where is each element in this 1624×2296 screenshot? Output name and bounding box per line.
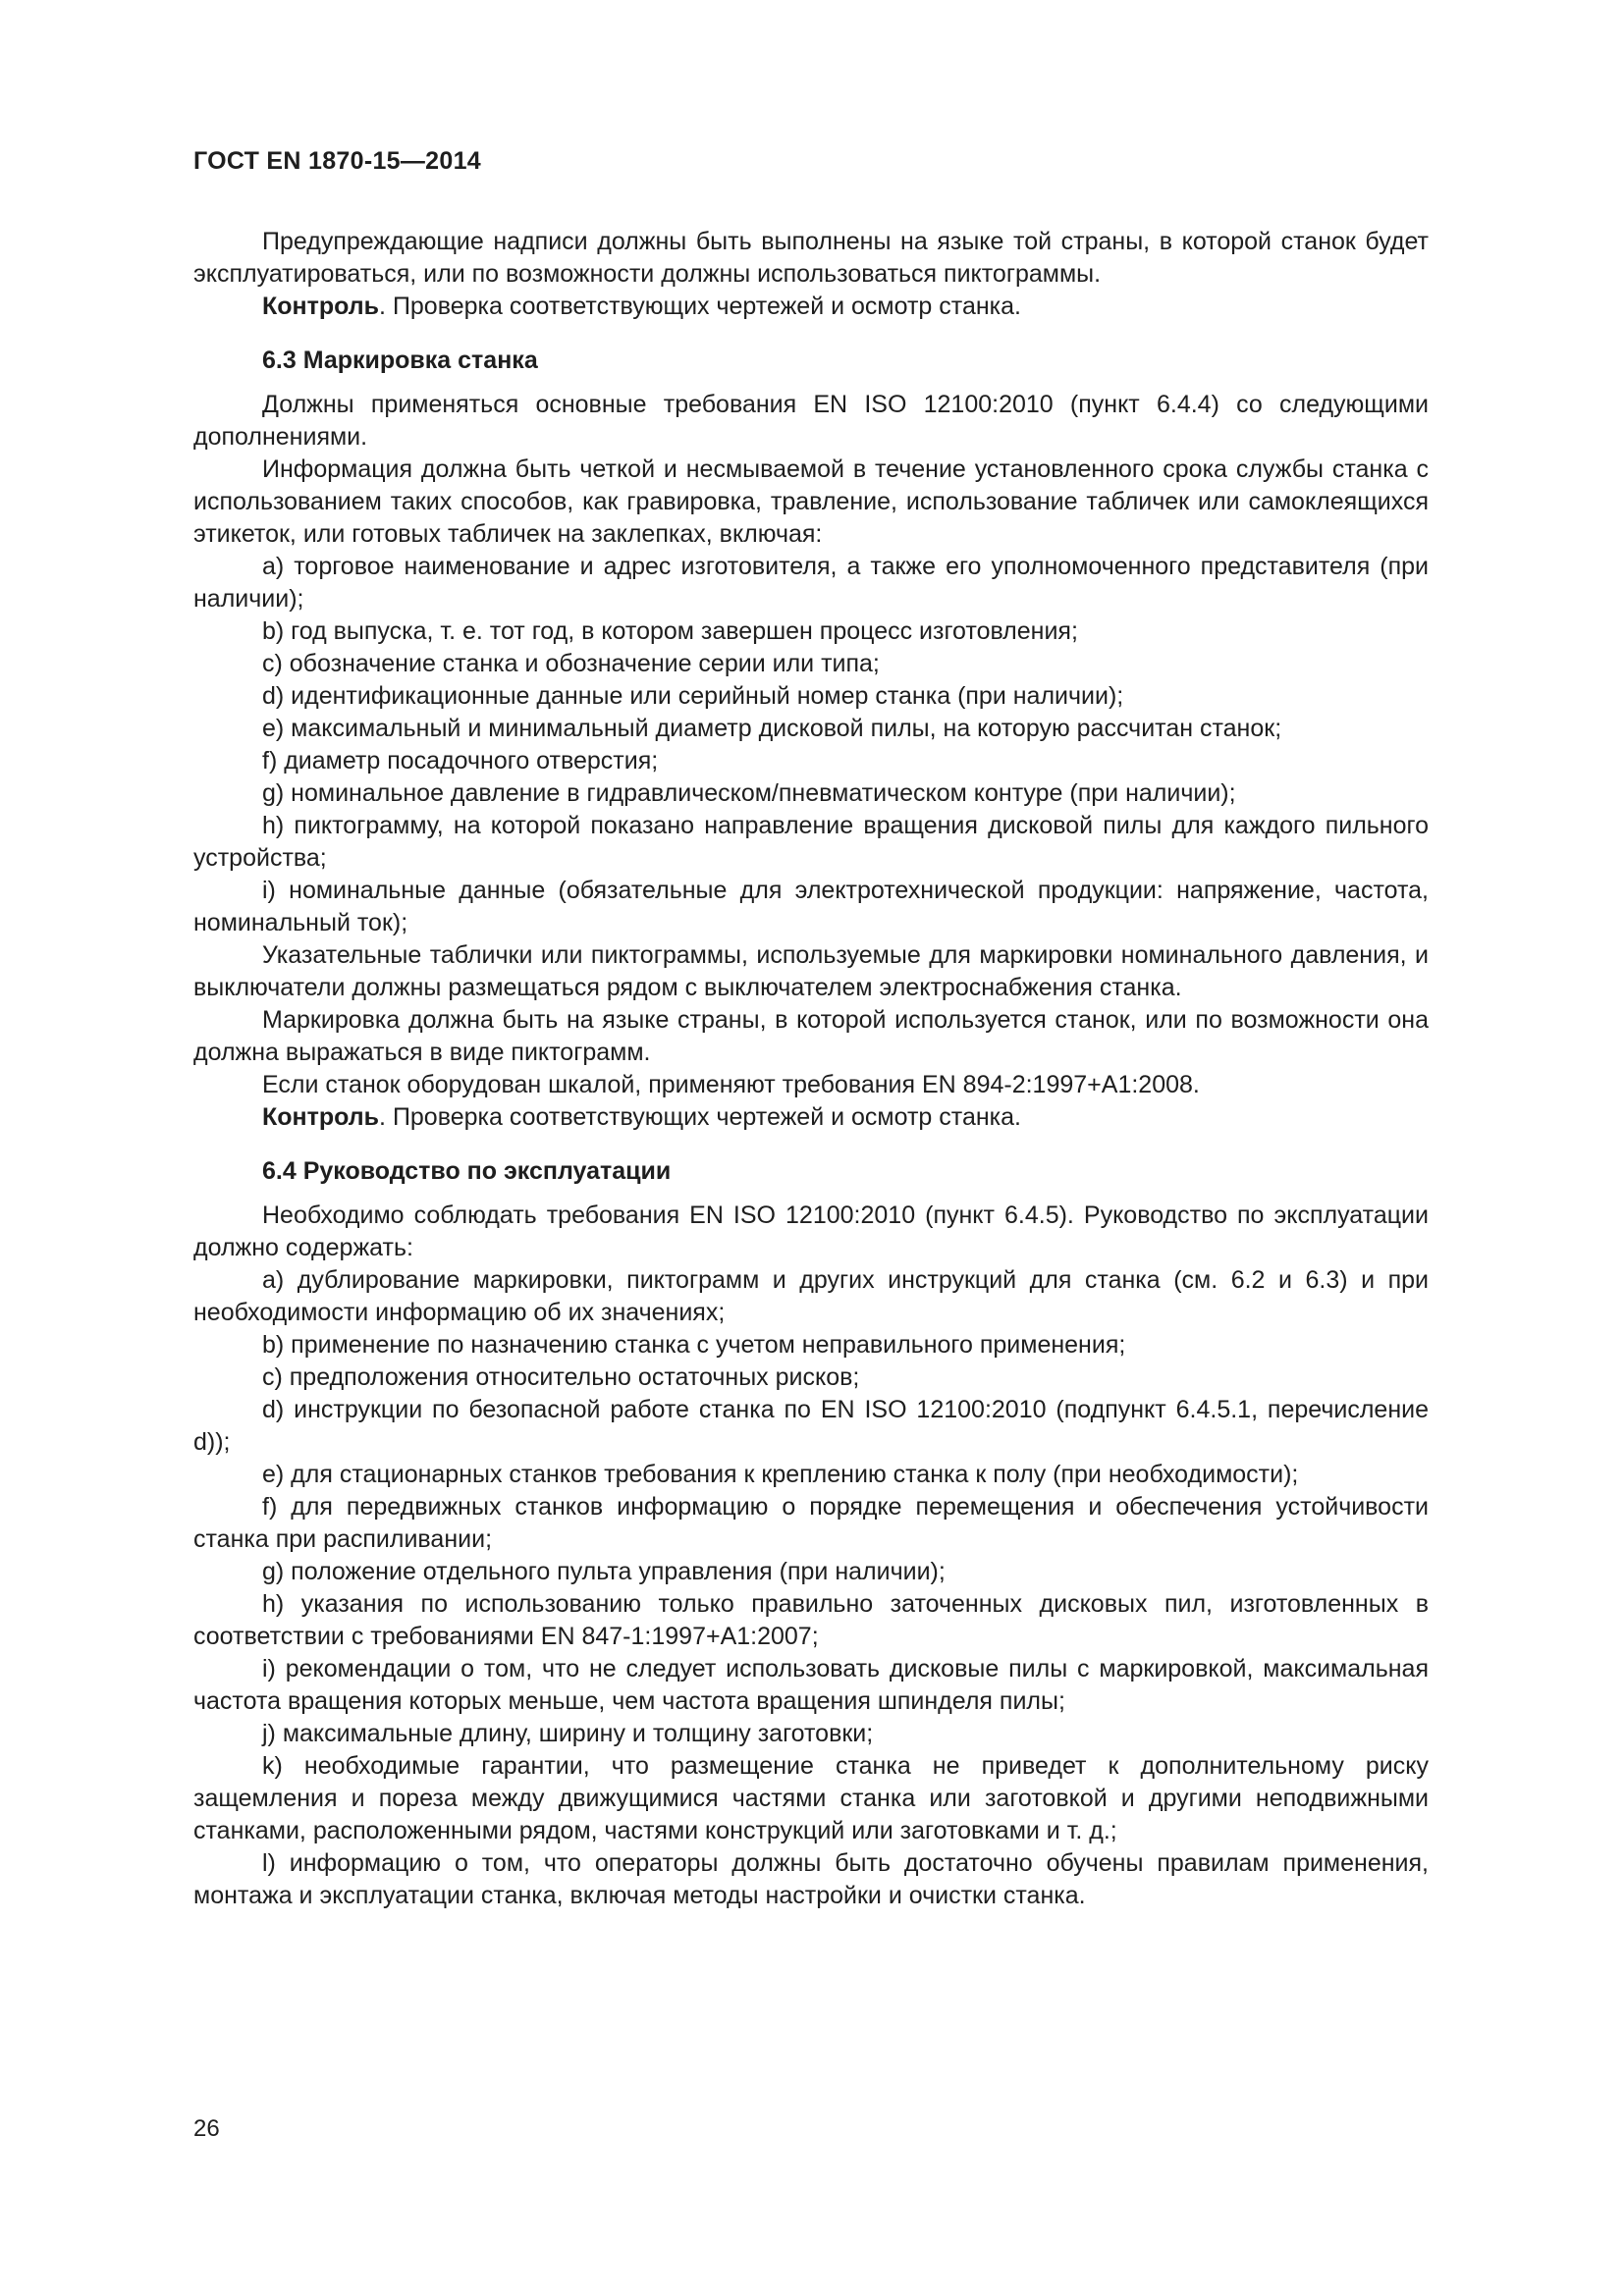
control-line xyxy=(193,1101,1429,1134)
control-text: . Проверка соответствующих чертежей и осмотр станка. xyxy=(379,293,1021,320)
section-title-6-4: 6.4 Руководство по эксплуатации xyxy=(262,1157,672,1185)
list-item: g) номинальное давление в гидравлическом/пневматическом контуре (при наличии); xyxy=(262,779,1236,807)
paragraph: Указательные таблички или пиктограммы, используемые для маркировки номинального давления, и выключатели должны размещаться рядом с выключателем электроснабжения станка. xyxy=(193,941,1429,1001)
list-item: а) дублирование маркировки, пиктограмм и других инструкций для станка (см. 6.2 и 6.3) и при необходимости информацию об их значениях; xyxy=(193,1266,1429,1326)
paragraph: Информация должна быть четкой и несмываемой в течение установленного срока службы станка с использованием таких способов, как гравировка, травление, использование табличек или самоклеящихся этикеток, или готовых табличек на заклепках, включая: xyxy=(193,455,1429,548)
list-item: k) необходимые гарантии, что размещение станка не приведет к дополнительному риску защемления и пореза между движущимися частями станка или заготовкой и другими неподвижными станками, расположенными рядом, частями конструкций или заготовками и т. д.; xyxy=(193,1752,1429,1844)
paragraph: Должны применяться основные требования EN ISO 12100:2010 (пункт 6.4.4) со следующими дополнениями. xyxy=(193,391,1429,451)
list-item: g) положение отдельного пульта управления (при наличии); xyxy=(262,1558,946,1585)
list-item: а) торговое наименование и адрес изготовителя, а также его уполномоченного представителя (при наличии); xyxy=(193,553,1429,613)
list-item: h) пиктограмму, на которой показано направление вращения дисковой пилы для каждого пильного устройства; xyxy=(193,812,1429,872)
list-item: j) максимальные длину, ширину и толщину заготовки; xyxy=(262,1720,874,1747)
paragraph: Если станок оборудован шкалой, применяют требования EN 894-2:1997+A1:2008. xyxy=(262,1071,1200,1098)
list-item: l) информацию о том, что операторы должны быть достаточно обучены правилам применения, монтажа и эксплуатации станка, включая методы настройки и очистки станка. xyxy=(193,1849,1429,1909)
list-item: е) для стационарных станков требования к креплению станка к полу (при необходимости); xyxy=(262,1461,1299,1488)
list-item: f) для передвижных станков информацию о порядке перемещения и обеспечения устойчивости станка при распиливании; xyxy=(193,1493,1429,1553)
control-label: Контроль xyxy=(262,293,380,320)
paragraph: Маркировка должна быть на языке страны, в которой используется станок, или по возможности она должна выражаться в виде пиктограмм. xyxy=(193,1006,1429,1066)
list-item: i) номинальные данные (обязательные для электротехнической продукции: напряжение, частота, номинальный ток); xyxy=(193,877,1429,936)
control-text: . Проверка соответствующих чертежей и осмотр станка. xyxy=(379,1103,1021,1131)
list-item: d) инструкции по безопасной работе станка по EN ISO 12100:2010 (подпункт 6.4.5.1, перечисление d)); xyxy=(193,1396,1429,1456)
list-item: с) обозначение станка и обозначение серии или типа; xyxy=(262,650,880,677)
list-item: b) применение по назначению станка с учетом неправильного применения; xyxy=(262,1331,1126,1359)
paragraph: Необходимо соблюдать требования EN ISO 12100:2010 (пункт 6.4.5). Руководство по эксплуатации должно содержать: xyxy=(193,1201,1429,1261)
list-item: е) максимальный и минимальный диаметр дисковой пилы, на которую рассчитан станок; xyxy=(262,715,1282,742)
document-code: ГОСТ EN 1870-15—2014 xyxy=(193,147,481,175)
list-item: b) год выпуска, т. е. тот год, в котором завершен процесс изготовления; xyxy=(262,617,1078,645)
list-item: h) указания по использованию только правильно заточенных дисковых пил, изготовленных в соответствии с требованиями EN 847-1:1997+A1:2007; xyxy=(193,1590,1429,1650)
list-item: i) рекомендации о том, что не следует использовать дисковые пилы с маркировкой, максимальная частота вращения которых меньше, чем частота вращения шпинделя пилы; xyxy=(193,1655,1429,1715)
document-body xyxy=(193,226,1429,1912)
page-number: 26 xyxy=(193,2115,220,2142)
paragraph: Предупреждающие надписи должны быть выполнены на языке той страны, в которой станок будет эксплуатироваться, или по возможности должны использоваться пиктограммы. xyxy=(193,228,1429,288)
control-line xyxy=(193,291,1429,323)
section-title-6-3: 6.3 Маркировка станка xyxy=(262,347,538,374)
list-item: f) диаметр посадочного отверстия; xyxy=(262,747,659,774)
list-item: с) предположения относительно остаточных рисков; xyxy=(262,1363,860,1391)
list-item: d) идентификационные данные или серийный номер станка (при наличии); xyxy=(262,682,1124,710)
control-label: Контроль xyxy=(262,1103,380,1131)
